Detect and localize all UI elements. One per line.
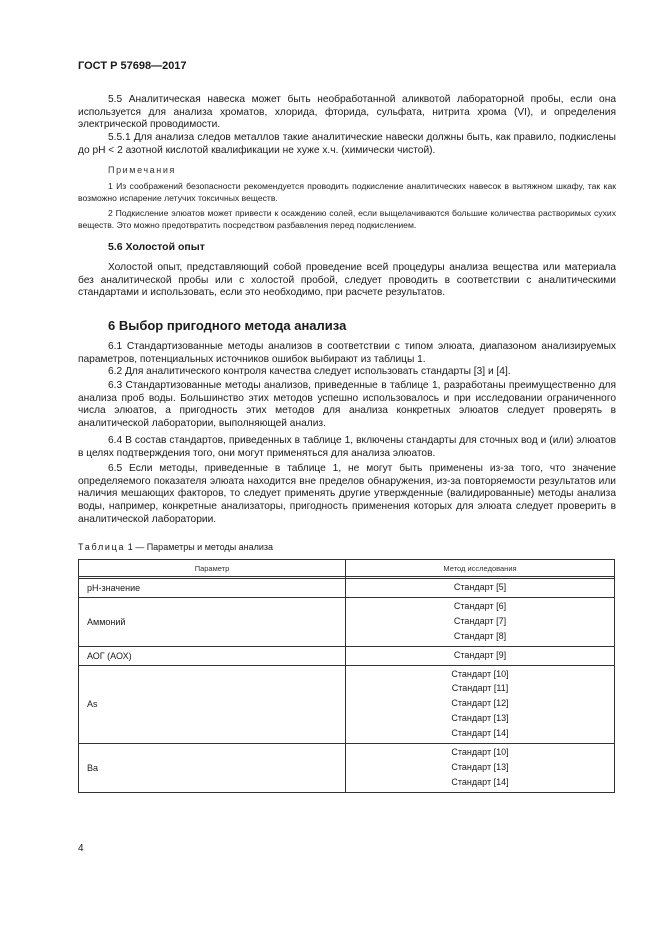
table-row xyxy=(79,646,615,665)
method-standard: Стандарт [14] xyxy=(451,776,509,787)
method-standard: Стандарт [14] xyxy=(451,728,509,739)
parameter-cell: Аммоний xyxy=(79,597,346,646)
table-body xyxy=(79,579,615,793)
method-cell xyxy=(346,579,615,598)
method-standard: Стандарт [7] xyxy=(453,615,507,626)
paragraph-6-4: 6.4 В состав стандартов, приведенных в таблице 1, включены стандарты для сточных вод и (или) элюатов в целях подтверждения того, они могут применяться для анализа элюатов. xyxy=(78,435,616,459)
method-standard: Стандарт [9] xyxy=(453,649,507,660)
table-caption xyxy=(78,542,273,552)
paragraph-6-2: 6.2 Для аналитического контроля качества следует использовать стандарты [3] и [4]. xyxy=(108,366,511,377)
method-cell xyxy=(346,646,615,665)
method-cell xyxy=(346,744,615,793)
paragraph-6-3: 6.3 Стандартизованные методы анализов, приведенные в таблице 1, разработаны преимущественно для анализа проб воды. Большинство этих методов успешно использовалось и при исследовании ограниченного числа элюатов, а пригодность этих методов для анализа конкретных элюатов следует проверять в аналитической лаборатории, выполняющей анализ. xyxy=(78,380,616,430)
parameter-cell: рН-значение xyxy=(79,579,346,598)
method-cell xyxy=(346,665,615,744)
method-standard: Стандарт [5] xyxy=(453,582,507,592)
table-row xyxy=(79,579,615,598)
method-standard: Стандарт [8] xyxy=(453,630,507,641)
note-1: 1 Из соображений безопасности рекомендуется проводить подкисление аналитических навесок в вытяжном шкафу, так как возможно испарение летучих токсичных веществ. xyxy=(78,181,616,203)
method-standard: Стандарт [12] xyxy=(451,698,509,709)
column-header-parameter: Параметр xyxy=(79,560,346,577)
parameter-cell: АОГ (АОХ) xyxy=(79,646,346,665)
table-caption-text: 1 — Параметры и методы анализа xyxy=(125,542,274,552)
notes-label: Примечания xyxy=(108,165,176,175)
paragraph-5-5: 5.5 Аналитическая навеска может быть необработанной аликвотой лабораторной пробы, если она используется для анализа хроматов, хлорида, фторида, сульфата, нитрита хрома (VI), и определения электрической проводимости. xyxy=(78,94,616,131)
heading-5-6: 5.6 Холостой опыт xyxy=(108,241,205,253)
paragraph-5-5-1: 5.5.1 Для анализа следов металлов такие аналитические навески должны быть, как правило, подкислены до рН < 2 азотной кислотой квалификации не хуже х.ч. (химически чистой). xyxy=(78,132,616,156)
method-standard: Стандарт [13] xyxy=(451,761,509,772)
method-standard: Стандарт [10] xyxy=(451,668,509,679)
method-cell xyxy=(346,597,615,646)
parameter-cell: As xyxy=(79,665,346,744)
method-standard: Стандарт [6] xyxy=(453,600,507,611)
parameters-table xyxy=(78,559,615,793)
method-standard: Стандарт [13] xyxy=(451,713,509,724)
method-standard: Стандарт [10] xyxy=(451,747,509,758)
paragraph-6-5: 6.5 Если методы, приведенные в таблице 1, не могут быть применены из-за того, что значение определяемого показателя элюата находится вне пределов обнаружения, из-за повторяемости результатов или наличия мешающих факторов, то следует применять другие утвержденные (валидированные) методы анализа воды, например, конкретные анализаторы, пригодность применения которых для элюата следует проверить в аналитической лаборатории. xyxy=(78,463,616,525)
table-caption-prefix: Таблица xyxy=(78,542,126,552)
page-number: 4 xyxy=(78,843,84,854)
document-header: ГОСТ Р 57698—2017 xyxy=(78,60,187,72)
paragraph-5-6: Холостой опыт, представляющий собой проведение всей процедуры анализа вещества или материала без аналитической пробы или с холостой пробой, следует проводить в соответствии с аналитическими стандартами и использовать, если это необходимо, при расчете результатов. xyxy=(78,262,616,299)
table-row xyxy=(79,597,615,646)
table-row xyxy=(79,744,615,793)
section-6-title: 6 Выбор пригодного метода анализа xyxy=(108,318,347,333)
table-row xyxy=(79,665,615,744)
parameter-cell: Ba xyxy=(79,744,346,793)
method-standard: Стандарт [11] xyxy=(451,683,509,694)
paragraph-6-1: 6.1 Стандартизованные методы анализов в соответствии с типом элюата, диапазоном анализируемых параметров, потенциальных источников ошибок выбирают из таблицы 1. xyxy=(78,341,616,365)
column-header-method: Метод исследования xyxy=(346,560,615,577)
note-2: 2 Подкисление элюатов может привести к осаждению солей, если выщелачиваются большие количества растворимых сухих веществ. Это можно предотвратить посредством разбавления перед подкислением. xyxy=(78,208,616,230)
